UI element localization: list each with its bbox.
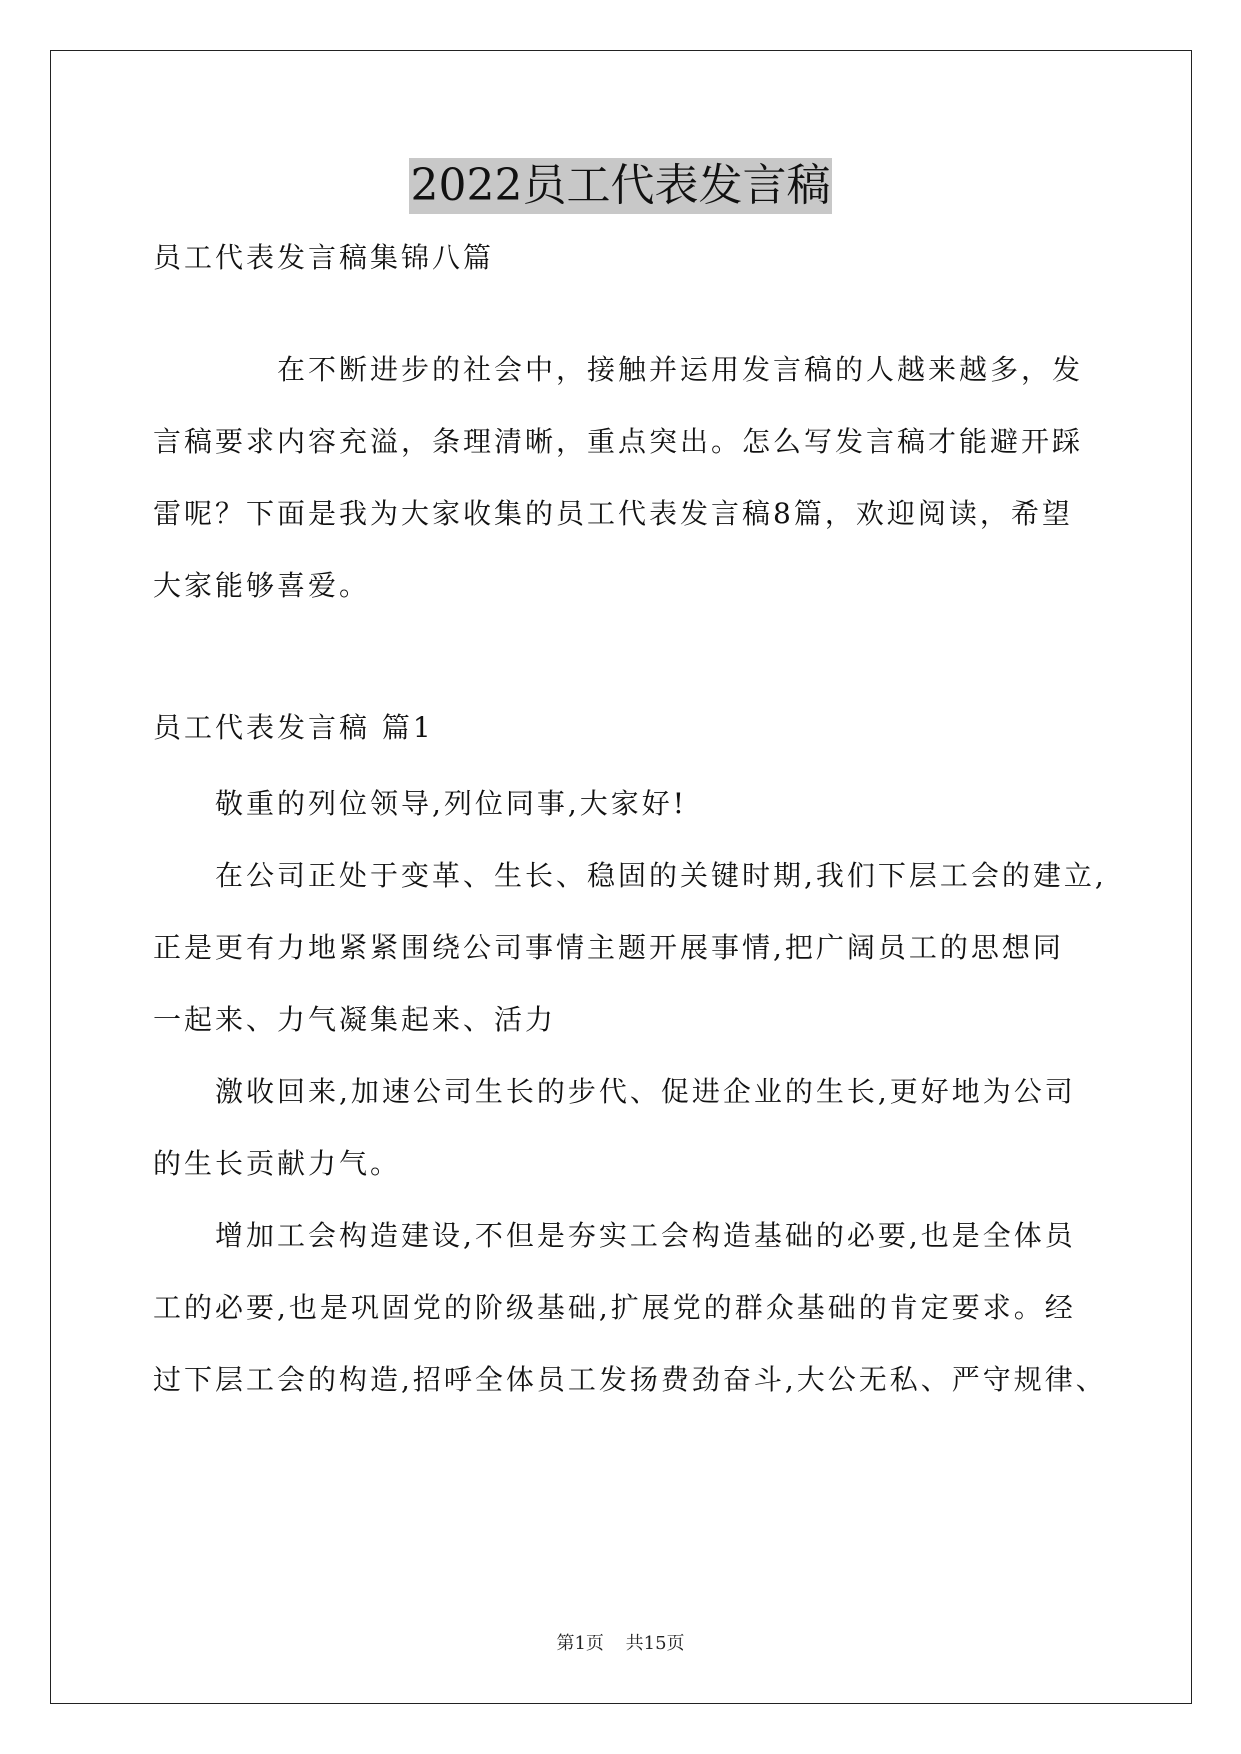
body-line: 一起来、力气凝集起来、活力 xyxy=(153,1003,557,1036)
subtitle-line: 员工代表发言稿集锦八篇 xyxy=(153,241,495,274)
body-line: 工的必要,也是巩固党的阶级基础,扩展党的群众基础的肯定要求。经 xyxy=(153,1291,1076,1324)
title-container xyxy=(0,158,1241,214)
body-line: 增加工会构造建设,不但是夯实工会构造基础的必要,也是全体员 xyxy=(153,1219,1076,1252)
body-line: 的生长贡献力气。 xyxy=(153,1147,402,1180)
page-footer xyxy=(0,1632,1241,1656)
document-title: 2022员工代表发言稿 xyxy=(409,158,833,214)
body-line: 在公司正处于变革、生长、稳固的关键时期,我们下层工会的建立, xyxy=(153,859,1107,892)
body-line: 大家能够喜爱。 xyxy=(153,569,371,602)
section-heading: 员工代表发言稿 篇1 xyxy=(153,711,434,744)
body-line: 言稿要求内容充溢，条理清晰，重点突出。怎么写发言稿才能避开踩 xyxy=(153,425,1084,458)
page-total: 共15页 xyxy=(625,1633,685,1654)
body-line: 敬重的列位领导,列位同事,大家好! xyxy=(153,787,688,820)
body-line: 激收回来,加速公司生长的步代、促进企业的生长,更好地为公司 xyxy=(153,1075,1076,1108)
body-line: 正是更有力地紧紧围绕公司事情主题开展事情,把广阔员工的思想同 xyxy=(153,931,1064,964)
body-line: 在不断进步的社会中，接触并运用发言稿的人越来越多，发 xyxy=(153,353,1084,386)
page-number: 第1页 xyxy=(556,1633,604,1654)
body-line: 雷呢？下面是我为大家收集的员工代表发言稿8篇，欢迎阅读，希望 xyxy=(153,497,1073,530)
body-line: 过下层工会的构造,招呼全体员工发扬费劲奋斗,大公无私、严守规律、 xyxy=(153,1363,1107,1396)
